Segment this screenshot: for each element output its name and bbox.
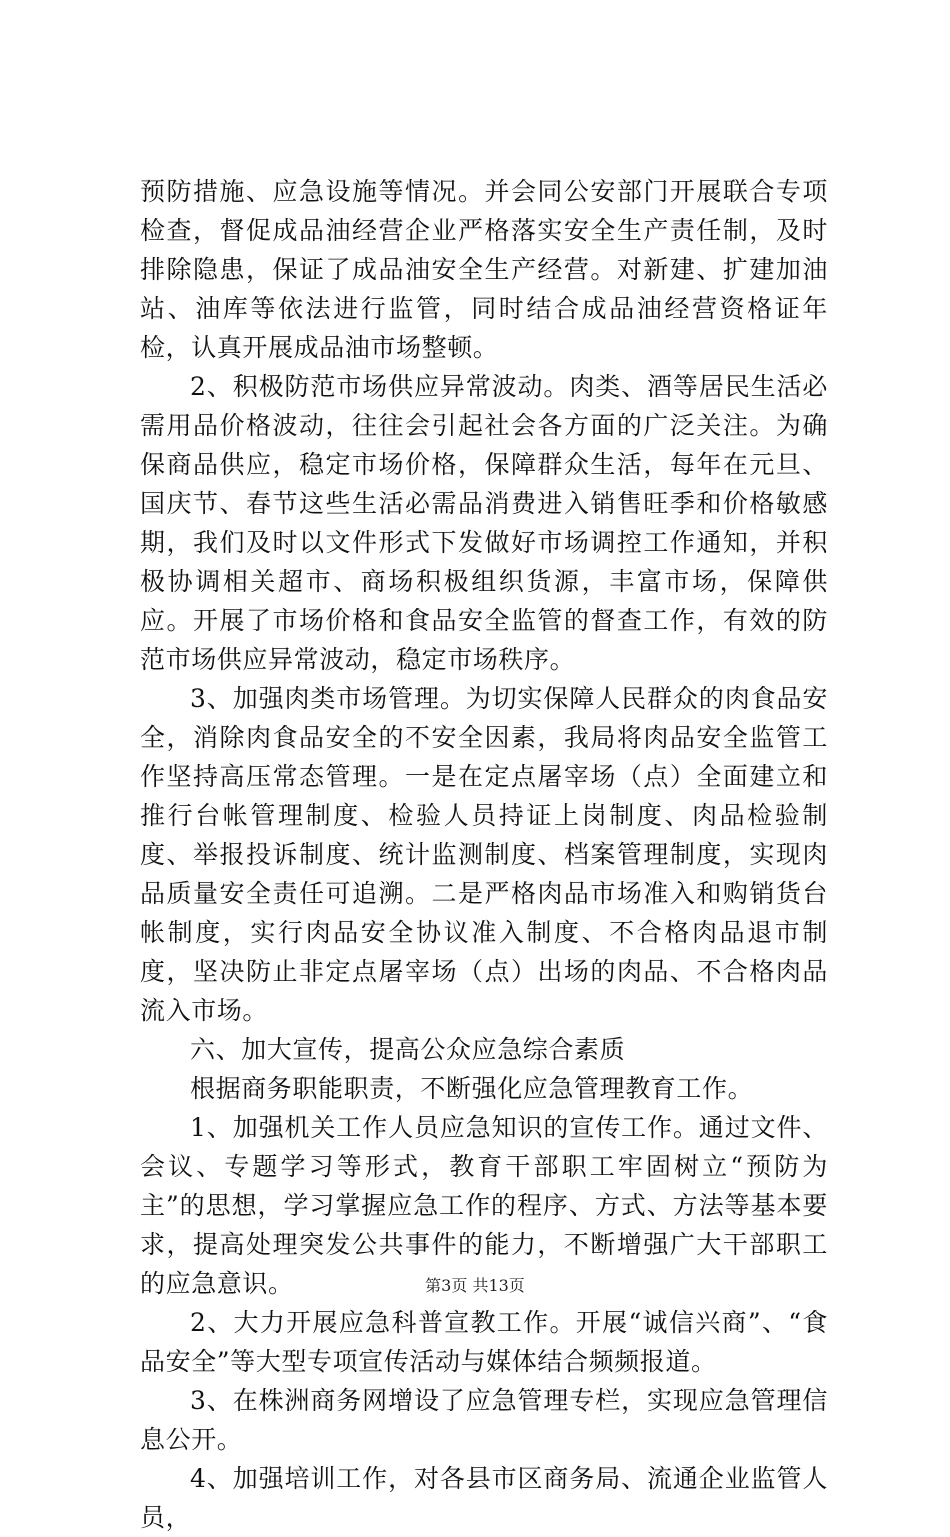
paragraph: 3、加强肉类市场管理。为切实保障人民群众的肉食品安全，消除肉食品安全的不安全因素，我局将肉品安全监管工作坚持高压常态管理。一是在定点屠宰场（点）全面建立和推行台帐管理制度、检验人员持证上岗制度、肉品检验制度、举报投诉制度、统计监测制度、档案管理制度，实现肉品质量安全责任可追溯。二是严格肉品市场准入和购销货台帐制度，实行肉品安全协议准入制度、不合格肉品退市制度，坚决防止非定点屠宰场（点）出场的肉品、不合格肉品流入市场。 (140, 684, 828, 1025)
paragraph: 2、积极防范市场供应异常波动。肉类、酒等居民生活必需用品价格波动，往往会引起社会各方面的广泛关注。为确保商品供应，稳定市场价格，保障群众生活，每年在元旦、国庆节、春节这些生活必需品消费进入销售旺季和价格敏感期，我们及时以文件形式下发做好市场调控工作通知，并积极协调相关超市、商场积极组织货源，丰富市场，保障供应。开展了市场价格和食品安全监管的督查工作，有效的防范市场供应异常波动，稳定市场秩序。 (140, 372, 828, 674)
paragraph: 4、加强培训工作，对各县市区商务局、流通企业监管人员， (140, 1464, 828, 1532)
page-footer: 第3页 共13页 (425, 1276, 525, 1295)
section-heading: 六、加大宣传，提高公众应急综合素质 (190, 1035, 626, 1064)
body-text (140, 172, 828, 1537)
paragraph: 预防措施、应急设施等情况。并会同公安部门开展联合专项检查，督促成品油经营企业严格落实安全生产责任制，及时排除隐患，保证了成品油安全生产经营。对新建、扩建加油站、油库等依法进行监管，同时结合成品油经营资格证年检，认真开展成品油市场整顿。 (140, 177, 828, 362)
paragraph: 根据商务职能职责，不断强化应急管理教育工作。 (190, 1074, 754, 1103)
paragraph: 1、加强机关工作人员应急知识的宣传工作。通过文件、会议、专题学习等形式，教育干部职工牢固树立“预防为主”的思想，学习掌握应急工作的程序、方式、方法等基本要求，提高处理突发公共事件的能力，不断增强广大干部职工的应急意识。 (140, 1113, 828, 1298)
paragraph: 3、在株洲商务网增设了应急管理专栏，实现应急管理信息公开。 (140, 1386, 828, 1454)
paragraph: 2、大力开展应急科普宣教工作。开展“诚信兴商”、“食品安全”等大型专项宣传活动与媒体结合频频报道。 (140, 1308, 828, 1376)
